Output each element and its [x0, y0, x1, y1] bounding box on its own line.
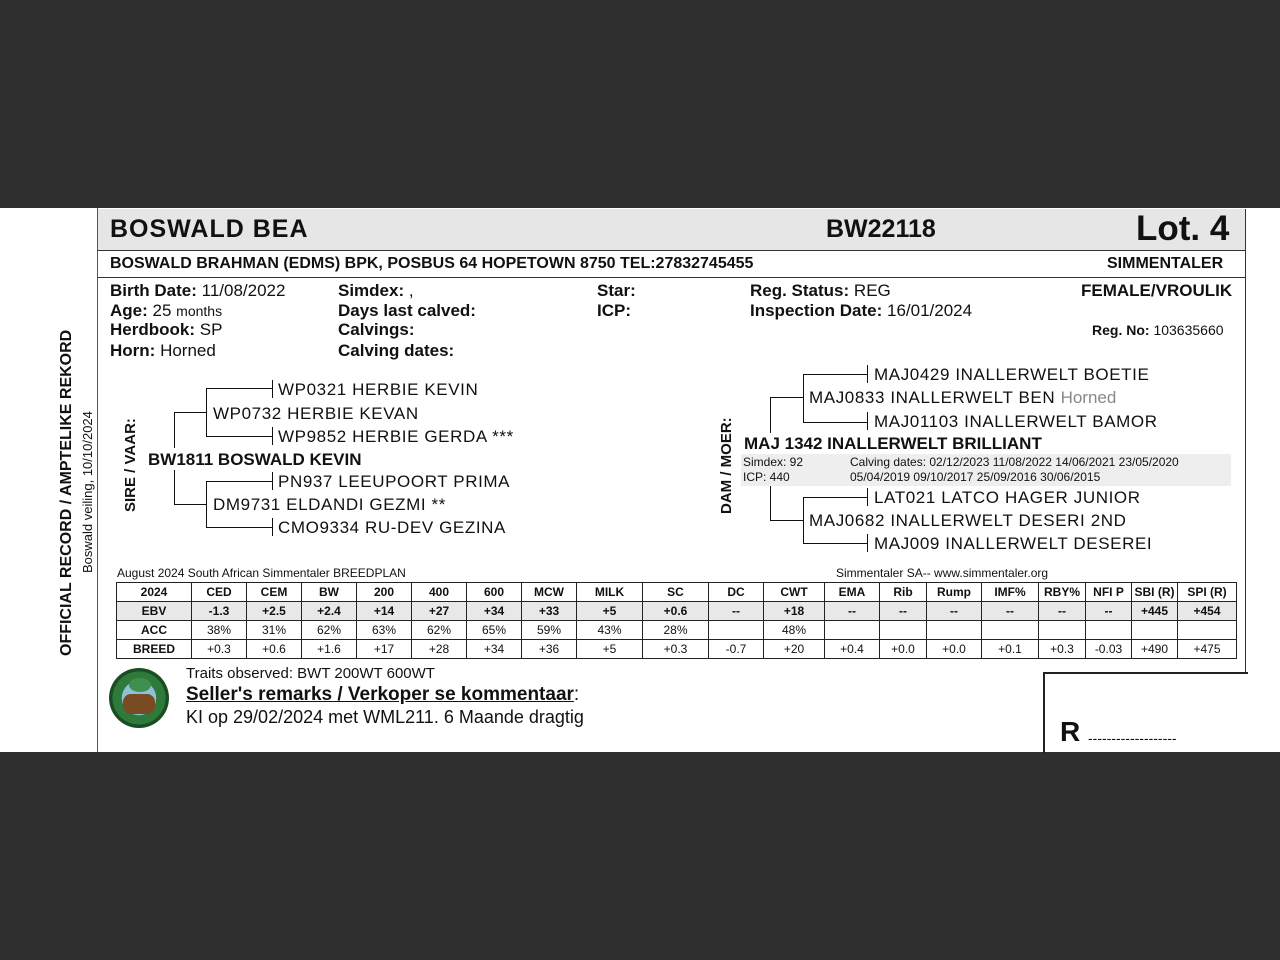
pedigree-line [174, 470, 175, 504]
ebv-cell: +0.6 [247, 640, 302, 659]
ebv-cell: +28 [412, 640, 467, 659]
ebv-cell [1086, 621, 1132, 640]
sire-dam-sire: PN937 LEEUPOORT PRIMA [278, 472, 511, 491]
ebv-header-cell: CEM [247, 583, 302, 602]
ebv-cell: 59% [522, 621, 577, 640]
ebv-cell [1132, 621, 1178, 640]
lot-number: Lot. 4 [1136, 209, 1230, 248]
pedigree-line [867, 488, 868, 506]
pedigree-line [174, 412, 206, 413]
ebv-cell: +0.3 [192, 640, 247, 659]
dam-calving-dates-cont: 05/04/2019 09/10/2017 25/09/2016 30/06/2015 [850, 470, 1101, 484]
pedigree-line [803, 497, 867, 498]
remarks-title: Seller's remarks / Verkoper se kommentaar: [186, 684, 580, 705]
ebv-cell: +0.6 [643, 602, 709, 621]
calvings: Calvings: [338, 320, 415, 339]
pedigree-line [770, 397, 771, 433]
ebv-header-cell: Rump [927, 583, 982, 602]
ebv-row [117, 602, 1237, 621]
pedigree-line [770, 486, 771, 520]
ebv-cell: +2.5 [247, 602, 302, 621]
ebv-cell: +490 [1132, 640, 1178, 659]
ebv-cell: +1.6 [302, 640, 357, 659]
pedigree-line [272, 380, 273, 398]
price-r-label: R [1060, 716, 1081, 747]
sex: FEMALE/VROULIK [1081, 281, 1233, 300]
ebv-cell: -0.7 [709, 640, 764, 659]
ebv-cell: +5 [577, 640, 643, 659]
ebv-cell: +475 [1178, 640, 1237, 659]
simmentaler-logo [109, 668, 169, 728]
inspection-date: Inspection Date: 16/01/2024 [750, 301, 973, 320]
dam-dam-dam: MAJ009 INALLERWELT DESEREI [874, 534, 1153, 553]
ebv-cell: +34 [467, 640, 522, 659]
price-line[interactable]: ------------------- [1088, 730, 1177, 746]
official-record-label: OFFICIAL RECORD / AMPTELIKE REKORD [58, 329, 75, 656]
ebv-header-cell: IMF% [982, 583, 1039, 602]
ebv-header-cell: SC [643, 583, 709, 602]
ebv-cell: -- [825, 602, 880, 621]
ebv-header-cell: CED [192, 583, 247, 602]
animal-id: BW22118 [826, 215, 936, 243]
pedigree-line [770, 520, 803, 521]
ebv-cell: 43% [577, 621, 643, 640]
pedigree-line [803, 422, 867, 423]
ebv-cell: 62% [302, 621, 357, 640]
pedigree-line [867, 412, 868, 430]
ebv-cell: +33 [522, 602, 577, 621]
pedigree-line [803, 374, 804, 422]
pedigree-line [206, 436, 272, 437]
ebv-cell: 65% [467, 621, 522, 640]
animal-name: BOSWALD BEA [110, 215, 309, 243]
ebv-cell: 48% [764, 621, 825, 640]
ebv-header-cell: EMA [825, 583, 880, 602]
pedigree-line [206, 481, 272, 482]
dam-dam-sire: LAT021 LATCO HAGER JUNIOR [874, 488, 1141, 507]
ebv-cell: -- [927, 602, 982, 621]
ebv-cell: -1.3 [192, 602, 247, 621]
divider [97, 208, 98, 752]
days-last-calved: Days last calved: [338, 301, 476, 320]
ebv-cell: +445 [1132, 602, 1178, 621]
reg-status: Reg. Status: REG [750, 281, 891, 300]
ebv-cell: +17 [357, 640, 412, 659]
ebv-cell: +34 [467, 602, 522, 621]
ebv-cell: +20 [764, 640, 825, 659]
ebv-cell: -- [880, 602, 927, 621]
ebv-cell: +14 [357, 602, 412, 621]
ebv-cell [982, 621, 1039, 640]
ebv-header-cell: 400 [412, 583, 467, 602]
ebv-table [116, 582, 1237, 659]
right-border [1245, 209, 1246, 673]
pedigree-line [206, 481, 207, 527]
ebv-row [117, 640, 1237, 659]
horn: Horn: Horned [110, 341, 216, 360]
dam-sire: MAJ0833 INALLERWELT BEN Horned [809, 388, 1117, 407]
cow-icon [123, 694, 155, 714]
ebv-cell: -0.03 [1086, 640, 1132, 659]
herdbook: Herdbook: SP [110, 320, 223, 339]
breed-label: SIMMENTALER [1107, 255, 1224, 272]
ebv-cell: +0.0 [927, 640, 982, 659]
pedigree-line [206, 388, 272, 389]
ebv-header-row [117, 583, 1237, 602]
dam-name: MAJ 1342 INALLERWELT BRILLIANT [744, 434, 1042, 453]
traits-observed: Traits observed: BWT 200WT 600WT [186, 665, 435, 682]
ebv-cell: +36 [522, 640, 577, 659]
pedigree-line [206, 388, 207, 436]
ebv-header-cell: NFI P [1086, 583, 1132, 602]
icp: ICP: [597, 301, 631, 320]
age: Age: 25 months [110, 301, 223, 320]
remarks-text: KI op 29/02/2024 met WML211. 6 Maande dragtig [186, 707, 584, 727]
ebv-cell: BREED [117, 640, 192, 659]
pedigree-line [272, 427, 273, 445]
ebv-row [117, 621, 1237, 640]
ebv-header-cell: SBI (R) [1132, 583, 1178, 602]
pedigree-line [206, 527, 272, 528]
sire-dam-dam: CMO9334 RU-DEV GEZINA [278, 518, 506, 537]
ebv-cell: 63% [357, 621, 412, 640]
ebv-cell: +27 [412, 602, 467, 621]
ebv-header-cell: Rib [880, 583, 927, 602]
ebv-cell: +5 [577, 602, 643, 621]
dam-calving-dates: Calving dates: 02/12/2023 11/08/2022 14/06/2021 23/05/2020 [850, 455, 1179, 469]
dam-simdex: Simdex: 92 [743, 455, 804, 469]
ebv-header-cell: MCW [522, 583, 577, 602]
ebv-cell [825, 621, 880, 640]
globe-icon [129, 678, 151, 692]
dam-sire-dam: MAJ01103 INALLERWELT BAMOR [874, 412, 1158, 431]
pedigree-line [174, 412, 175, 448]
pedigree-line [770, 397, 803, 398]
ebv-cell: EBV [117, 602, 192, 621]
pedigree-line [174, 504, 206, 505]
ebv-header-cell: 2024 [117, 583, 192, 602]
ebv-cell: -- [982, 602, 1039, 621]
sire-label: SIRE / VAAR: [122, 418, 139, 512]
ebv-cell: +0.4 [825, 640, 880, 659]
ebv-cell: +454 [1178, 602, 1237, 621]
star: Star: [597, 281, 636, 300]
sire-name: BW1811 BOSWALD KEVIN [148, 450, 362, 469]
ebv-cell: 38% [192, 621, 247, 640]
breeder-line: BOSWALD BRAHMAN (EDMS) BPK, POSBUS 64 HOPETOWN 8750 TEL:27832745455 [110, 255, 754, 272]
sire-sire: WP0732 HERBIE KEVAN [213, 404, 419, 423]
ebv-header-cell: BW [302, 583, 357, 602]
ebv-cell [927, 621, 982, 640]
dam-label: DAM / MOER: [718, 417, 735, 514]
pedigree-line [803, 374, 867, 375]
ebv-cell: 28% [643, 621, 709, 640]
ebv-cell: -- [1086, 602, 1132, 621]
ebv-cell: +0.3 [643, 640, 709, 659]
ebv-header-cell: DC [709, 583, 764, 602]
ebv-cell [880, 621, 927, 640]
ebv-cell: +0.0 [880, 640, 927, 659]
pedigree-line [272, 518, 273, 536]
dam-icp: ICP: 440 [743, 470, 790, 484]
ebv-header-cell: 200 [357, 583, 412, 602]
dam-dam: MAJ0682 INALLERWELT DESERI 2ND [809, 511, 1127, 530]
simmentaler-website: Simmentaler SA-- www.simmentaler.org [836, 566, 1049, 580]
pedigree-line [272, 472, 273, 490]
event-label: Boswald veiling, 10/10/2024 [80, 411, 95, 573]
reg-no: Reg. No: 103635660 [1092, 322, 1224, 338]
ebv-header-cell: CWT [764, 583, 825, 602]
pedigree-line [867, 365, 868, 383]
ebv-cell: +18 [764, 602, 825, 621]
ebv-header-cell: MILK [577, 583, 643, 602]
birth-date: Birth Date: 11/08/2022 [110, 281, 286, 300]
ebv-cell: ACC [117, 621, 192, 640]
ebv-cell: +2.4 [302, 602, 357, 621]
pedigree-line [867, 534, 868, 552]
sire-sire-sire: WP0321 HERBIE KEVIN [278, 380, 479, 399]
ebv-cell: 31% [247, 621, 302, 640]
calving-dates: Calving dates: [338, 341, 455, 360]
ebv-cell: -- [1039, 602, 1086, 621]
ebv-cell: +0.1 [982, 640, 1039, 659]
pedigree-line [803, 543, 867, 544]
ebv-cell: 62% [412, 621, 467, 640]
pedigree-line [803, 497, 804, 543]
ebv-header-cell: SPI (R) [1178, 583, 1237, 602]
ebv-cell [1178, 621, 1237, 640]
sire-sire-dam: WP9852 HERBIE GERDA *** [278, 427, 514, 446]
ebv-header-cell: 600 [467, 583, 522, 602]
ebv-cell [709, 621, 764, 640]
sire-dam: DM9731 ELDANDI GEZMI ** [213, 495, 446, 514]
ebv-header-cell: RBY% [1039, 583, 1086, 602]
breedplan-source: August 2024 South African Simmentaler BREEDPLAN [117, 566, 406, 580]
dam-sire-sire: MAJ0429 INALLERWELT BOETIE [874, 365, 1150, 384]
simdex: Simdex: , [338, 281, 414, 300]
ebv-cell: +0.3 [1039, 640, 1086, 659]
ebv-cell: -- [709, 602, 764, 621]
ebv-cell [1039, 621, 1086, 640]
